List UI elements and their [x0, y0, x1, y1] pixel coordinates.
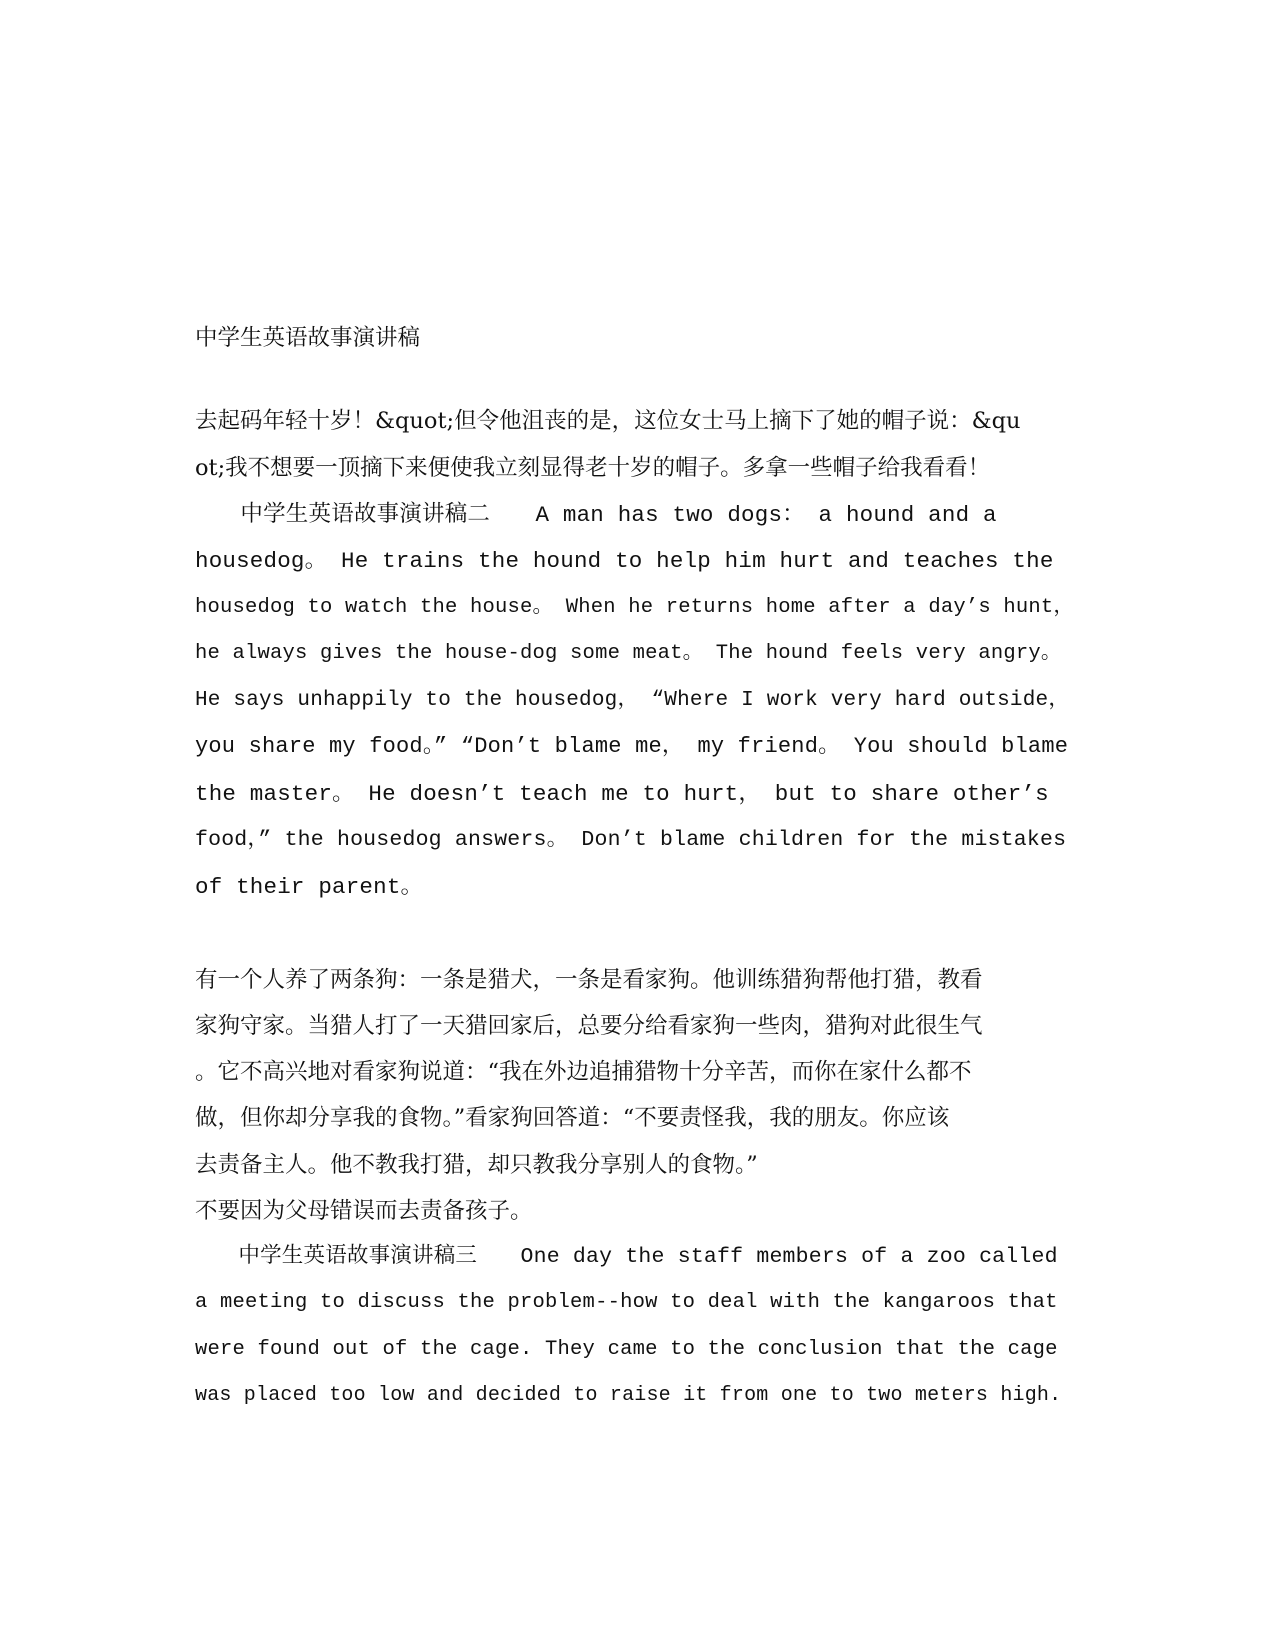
text-line: a meeting to discuss the problem--how to deal with the kangaroos that — [195, 1291, 1058, 1314]
text-line: you share my food。” “Don’t blame me， my friend。 You should blame — [195, 734, 1069, 759]
page-title: 中学生英语故事演讲稿 — [195, 325, 421, 351]
text-line: 。它不高兴地对看家狗说道：“我在外边追捕猎物十分辛苦，而你在家什么都不 — [195, 1059, 972, 1085]
text-line: 有一个人养了两条狗：一条是猎犬，一条是看家狗。他训练猎狗帮他打猎，教看 — [195, 967, 983, 993]
text-line: food，” the housedog answers。 Don’t blame children for the mistakes — [195, 828, 1067, 852]
text-line: 中学生英语故事演讲稿三 One day the staff members of a zoo called — [195, 1245, 1058, 1269]
text-line: the master。 He doesn’t teach me to hurt， but to share other’s — [195, 781, 1049, 807]
text-line: was placed too low and decided to raise it from one to two meters high. — [195, 1384, 1062, 1407]
text-line: 做，但你却分享我的食物。”看家狗回答道：“不要责怪我，我的朋友。你应该 — [195, 1105, 950, 1131]
text-line: he always gives the house-dog some meat。 The hound feels very angry。 — [195, 642, 1062, 665]
text-line: He says unhappily to the housedog， “Where I work very hard outside， — [195, 689, 1070, 712]
text-line: 中学生英语故事演讲稿二 A man has two dogs： a hound and a — [195, 502, 997, 528]
text-line: housedog to watch the house。 When he returns home after a day’s hunt， — [195, 596, 1075, 619]
text-line: 去责备主人。他不教我打猎，却只教我分享别人的食物。” — [195, 1152, 758, 1178]
text-line: of their parent。 — [195, 874, 424, 900]
text-line: ot;我不想要一顶摘下来便使我立刻显得老十岁的帽子。多拿一些帽子给我看看！ — [195, 455, 991, 481]
text-line: 去起码年轻十岁！&quot;但令他沮丧的是，这位女士马上摘下了她的帽子说：&qu — [195, 408, 1021, 434]
text-line: 家狗守家。当猎人打了一天猎回家后，总要分给看家狗一些肉，猎狗对此很生气 — [195, 1013, 983, 1039]
text-line: 不要因为父母错误而去责备孩子。 — [195, 1198, 533, 1224]
text-line: housedog。 He trains the hound to help him hurt and teaches the — [195, 548, 1054, 574]
text-line: were found out of the cage. They came to the conclusion that the cage — [195, 1338, 1058, 1361]
